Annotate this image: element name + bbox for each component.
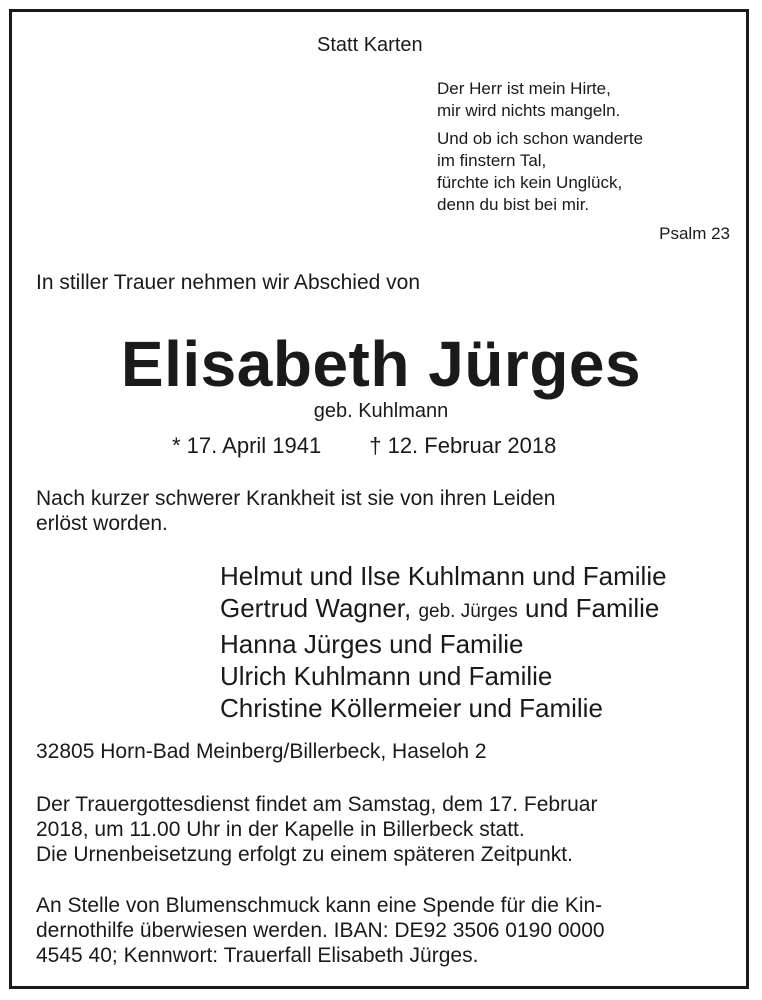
mourner-entry: Ulrich Kuhlmann und Familie — [220, 661, 553, 691]
life-dates — [172, 433, 556, 459]
service-line: Der Trauergottesdienst findet am Samstag, dem 17. Februar — [36, 793, 598, 816]
service-line: 2018, um 11.00 Uhr in der Kapelle in Billerbeck statt. — [36, 818, 525, 841]
message-line: Nach kurzer schwerer Krankheit ist sie von ihren Leiden — [36, 487, 556, 510]
donation-line: dernothilfe überwiesen werden. IBAN: DE92 3506 0190 0000 — [36, 919, 605, 942]
intro-text: In stiller Trauer nehmen wir Abschied von — [36, 271, 421, 294]
mourners-list — [220, 560, 667, 724]
deceased-name: Elisabeth Jürges — [120, 328, 642, 400]
mourner-suffix: und Familie — [525, 593, 660, 623]
service-paragraph — [36, 792, 736, 867]
service-line: Die Urnenbeisetzung erfolgt zu einem späteren Zeitpunkt. — [36, 843, 573, 866]
psalm-line: fürchte ich kein Unglück, — [437, 173, 623, 192]
psalm-quote — [437, 78, 643, 216]
psalm-reference: Psalm 23 — [659, 224, 730, 243]
maiden-name: geb. Kuhlmann — [313, 400, 449, 422]
psalm-line: Und ob ich schon wanderte — [437, 129, 644, 148]
statt-karten-heading: Statt Karten — [317, 34, 423, 56]
mourner-entry: Helmut und Ilse Kuhlmann und Familie — [220, 561, 667, 591]
psalm-line: im finstern Tal, — [437, 151, 547, 170]
mourner-entry — [220, 592, 667, 628]
psalm-line: denn du bist bei mir. — [437, 195, 590, 214]
donation-paragraph — [36, 893, 736, 968]
family-address: 32805 Horn-Bad Meinberg/Billerbeck, Haseloh 2 — [36, 740, 487, 763]
donation-line: An Stelle von Blumenschmuck kann eine Spende für die Kin- — [36, 894, 603, 917]
message-paragraph — [36, 486, 736, 536]
message-line: erlöst worden. — [36, 512, 168, 535]
mourner-entry: Christine Köllermeier und Familie — [220, 693, 603, 723]
mourner-maiden-note: geb. Jürges — [418, 601, 518, 622]
psalm-line: Der Herr ist mein Hirte, — [437, 79, 611, 98]
donation-line: 4545 40; Kennwort: Trauerfall Elisabeth Jürges. — [36, 944, 479, 967]
mourner-name: Gertrud Wagner, — [220, 593, 412, 623]
death-date: † 12. Februar 2018 — [369, 433, 557, 458]
birth-date: * 17. April 1941 — [172, 433, 322, 458]
psalm-line: mir wird nichts mangeln. — [437, 101, 621, 120]
mourner-entry: Hanna Jürges und Familie — [220, 629, 524, 659]
